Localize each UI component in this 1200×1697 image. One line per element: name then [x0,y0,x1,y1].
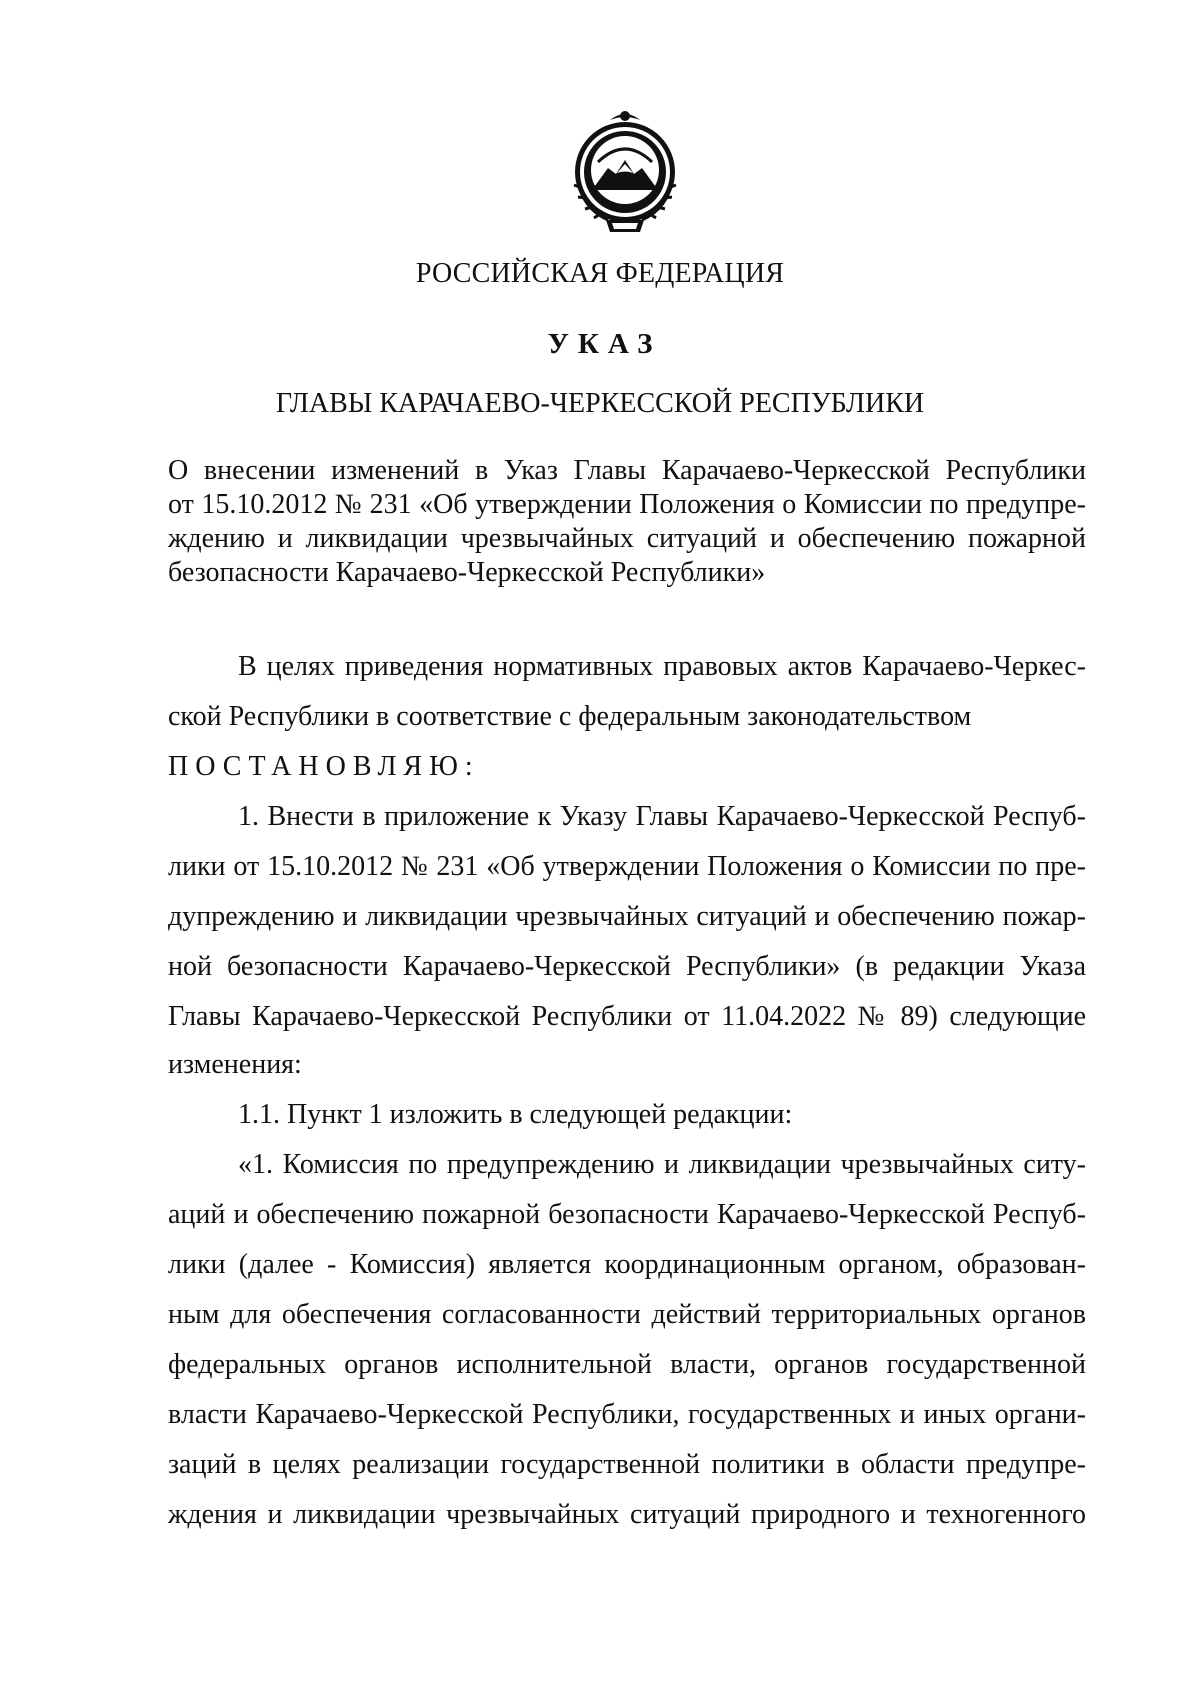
item-1-line: изменения: [168,1049,302,1080]
preamble-line: ской Республики в соответствие с федеральным законодательством [168,701,972,732]
country-heading: РОССИЙСКАЯ ФЕДЕРАЦИЯ [415,258,785,289]
item-1-line: 1. Внести в приложение к Указу Главы Карачаево-Черкесской Респуб- [238,801,1086,832]
document-title-line: от 15.10.2012 № 231 «Об утверждении Положения о Комиссии по предупре- [168,489,1086,520]
quoted-paragraph-line: ждения и ликвидации чрезвычайных ситуаций природного и техногенного [168,1499,1086,1530]
preamble-line: В целях приведения нормативных правовых актов Карачаево-Черкес- [238,651,1086,682]
item-1-line: лики от 15.10.2012 № 231 «Об утверждении Положения о Комиссии по пре- [168,851,1086,882]
quoted-paragraph-line: ным для обеспечения согласованности действий территориальных органов [168,1299,1086,1330]
document-title-line: О внесении изменений в Указ Главы Карачаево-Черкесской Республики [168,455,1086,486]
coat-of-arms-emblem [562,110,688,240]
decree-heading: УКАЗ [547,328,662,360]
quoted-paragraph-line: власти Карачаево-Черкесской Республики, государственных и иных органи- [168,1399,1086,1430]
document-title-line: безопасности Карачаево-Черкесской Республики» [168,557,766,588]
quoted-paragraph-line: «1. Комиссия по предупреждению и ликвидации чрезвычайных ситу- [238,1149,1086,1180]
item-1-line: дупреждению и ликвидации чрезвычайных ситуаций и обеспечению пожар- [168,901,1086,932]
item-1-line: ной безопасности Карачаево-Черкесской Республики» (в редакции Указа [168,951,1086,982]
quoted-paragraph-line: аций и обеспечению пожарной безопасности Карачаево-Черкесской Респуб- [168,1199,1086,1230]
quoted-paragraph-line: федеральных органов исполнительной власти, органов государственной [168,1349,1086,1380]
issuer-heading: ГЛАВЫ КАРАЧАЕВО-ЧЕРКЕССКОЙ РЕСПУБЛИКИ [275,388,925,419]
quoted-paragraph-line: лики (далее - Комиссия) является координационным органом, образован- [168,1249,1086,1280]
item-1-1-line: 1.1. Пункт 1 изложить в следующей редакции: [238,1099,793,1130]
decree-action: ПОСТАНОВЛЯЮ: [168,751,480,782]
quoted-paragraph-line: заций в целях реализации государственной политики в области предупре- [168,1449,1086,1480]
document-title-line: ждению и ликвидации чрезвычайных ситуаций и обеспечению пожарной [168,523,1086,554]
item-1-line: Главы Карачаево-Черкесской Республики от 11.04.2022 № 89) следующие [168,1001,1086,1032]
